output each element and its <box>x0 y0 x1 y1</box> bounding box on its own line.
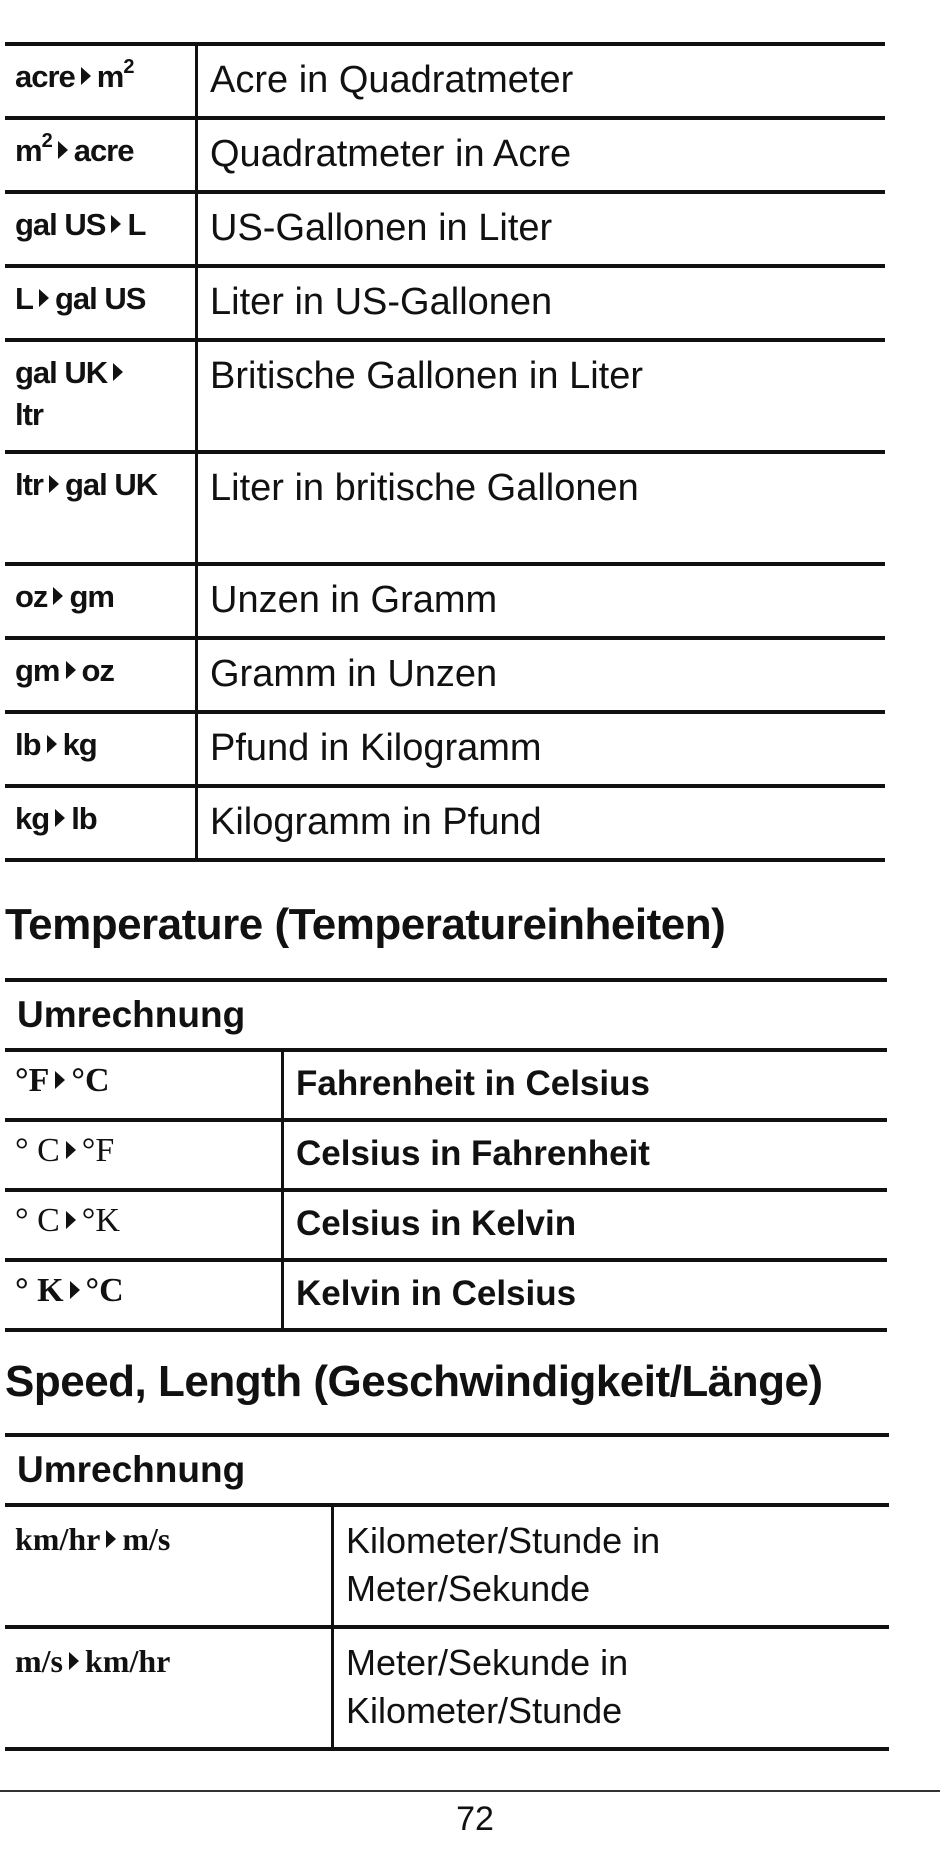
conversion-code: ° C °F <box>5 1120 283 1190</box>
section-heading-temperature: Temperature (Temperatureinheiten) <box>5 900 726 949</box>
table-row <box>5 118 885 192</box>
conversion-description: Gramm in Unzen <box>210 653 498 695</box>
conversion-code: ° K °C <box>5 1260 283 1330</box>
table-row <box>5 564 885 638</box>
conversion-description: Kelvin in Celsius <box>296 1274 577 1313</box>
conversion-code: ° C °K <box>5 1190 283 1260</box>
conversion-description: Kilometer/Stunde in Meter/Sekunde <box>346 1520 661 1609</box>
conversion-code: L gal US <box>5 266 197 340</box>
table-row <box>5 1050 887 1120</box>
conversion-code: °F °C <box>5 1050 283 1120</box>
conversion-code: kg lb <box>5 786 197 860</box>
triangle-right-icon <box>66 1211 76 1229</box>
triangle-right-icon <box>113 363 123 381</box>
triangle-right-icon <box>47 735 57 753</box>
conversion-description: Kilogramm in Pfund <box>210 801 542 843</box>
triangle-right-icon <box>55 1071 65 1089</box>
table-row <box>5 192 885 266</box>
speed-table <box>5 1433 889 1751</box>
triangle-right-icon <box>111 215 121 233</box>
conversion-code: km/hr m/s <box>5 1505 333 1627</box>
conversion-description: Acre in Quadratmeter <box>210 59 574 101</box>
triangle-right-icon <box>81 67 91 85</box>
conversion-description: Unzen in Gramm <box>210 579 498 621</box>
table-row <box>5 1505 889 1627</box>
table-header: Umrechnung <box>17 994 246 1035</box>
table-row <box>5 452 885 564</box>
table-header-row <box>5 980 887 1050</box>
conversion-code: gal US L <box>5 192 197 266</box>
triangle-right-icon <box>53 587 63 605</box>
table-row <box>5 1260 887 1330</box>
triangle-right-icon <box>66 661 76 679</box>
conversion-description: Quadratmeter in Acre <box>210 133 572 175</box>
table-row <box>5 1120 887 1190</box>
conversion-code: gm oz <box>5 638 197 712</box>
footer-divider <box>0 1790 940 1792</box>
temperature-table <box>5 978 887 1332</box>
triangle-right-icon <box>66 1141 76 1159</box>
table-header: Umrechnung <box>17 1449 246 1490</box>
conversion-code: $m^2$ acre <box>5 118 197 192</box>
conversion-code: ltr gal UK <box>5 452 197 564</box>
conversion-description: Liter in britische Gallonen <box>210 467 639 509</box>
table-row <box>5 638 885 712</box>
conversion-code: lb kg <box>5 712 197 786</box>
table-row <box>5 340 885 452</box>
section-heading-speed: Speed, Length (Geschwindigkeit/Länge) <box>5 1357 823 1406</box>
conversion-description: Fahrenheit in Celsius <box>296 1064 650 1103</box>
conversion-description: Britische Gallonen in Liter <box>210 355 643 397</box>
unit-conversion-table <box>5 42 885 862</box>
triangle-right-icon <box>58 141 68 159</box>
conversion-code: m/s km/hr <box>5 1627 333 1749</box>
conversion-code: acre $m^2$ <box>5 44 197 118</box>
triangle-right-icon <box>39 289 49 307</box>
conversion-description: Celsius in Kelvin <box>296 1204 577 1243</box>
conversion-description: Celsius in Fahrenheit <box>296 1134 650 1173</box>
triangle-right-icon <box>69 1652 79 1670</box>
table-row <box>5 266 885 340</box>
table-header-row <box>5 1435 889 1505</box>
table-row <box>5 786 885 860</box>
conversion-description: Liter in US-Gallonen <box>210 281 553 323</box>
triangle-right-icon <box>55 809 65 827</box>
triangle-right-icon <box>106 1530 116 1548</box>
conversion-description: US-Gallonen in Liter <box>210 207 553 249</box>
conversion-code: gal UK ltr <box>5 340 197 452</box>
table-row <box>5 44 885 118</box>
table-row <box>5 1190 887 1260</box>
conversion-description: Meter/Sekunde in Kilometer/Stunde <box>346 1642 629 1731</box>
page-number: 72 <box>456 1800 494 1838</box>
triangle-right-icon <box>49 475 59 493</box>
table-row <box>5 712 885 786</box>
triangle-right-icon <box>70 1281 80 1299</box>
conversion-code: oz gm <box>5 564 197 638</box>
table-row <box>5 1627 889 1749</box>
conversion-description: Pfund in Kilogramm <box>210 727 542 769</box>
